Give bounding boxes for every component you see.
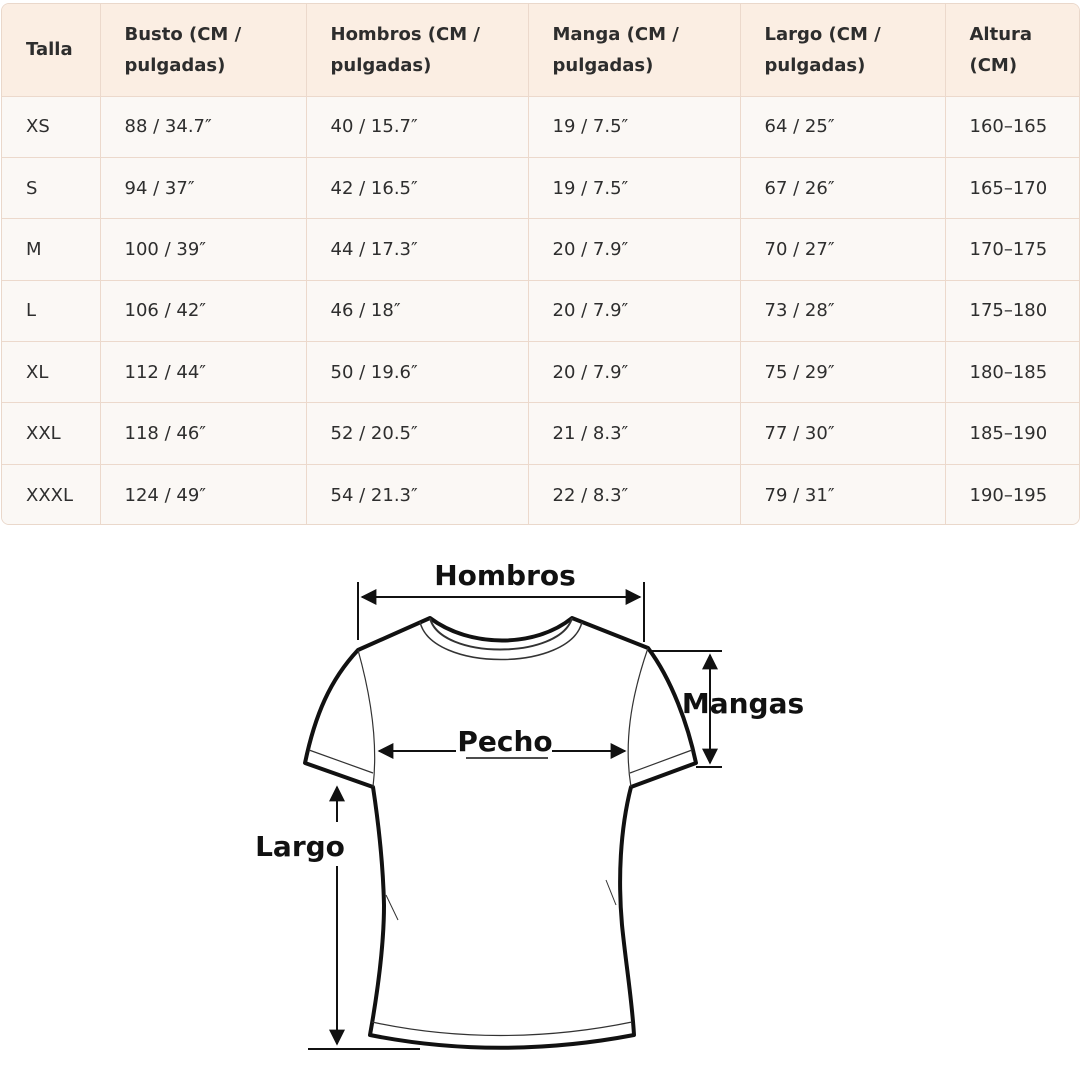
- cell-hombros: 46 / 18″: [306, 280, 528, 341]
- cell-talla: XL: [2, 342, 100, 403]
- table-row: [2, 280, 1079, 341]
- cell-altura: 170–175: [945, 219, 1079, 280]
- cell-largo: 75 / 29″: [740, 342, 945, 403]
- cell-manga: 19 / 7.5″: [528, 96, 740, 157]
- size-chart-table-container: [1, 3, 1080, 525]
- cell-manga: 21 / 8.3″: [528, 403, 740, 464]
- cell-largo: 70 / 27″: [740, 219, 945, 280]
- table-row: [2, 403, 1079, 464]
- cell-manga: 20 / 7.9″: [528, 342, 740, 403]
- header-largo-line2: pulgadas): [764, 54, 866, 76]
- table-row: [2, 96, 1079, 157]
- cell-busto: 94 / 37″: [100, 157, 306, 218]
- header-busto-line2: pulgadas): [124, 54, 226, 76]
- table-row: [2, 464, 1079, 525]
- header-talla: [2, 4, 100, 96]
- header-hombros-line1: Hombros (CM /: [330, 23, 480, 45]
- cell-busto: 124 / 49″: [100, 464, 306, 525]
- cell-largo: 77 / 30″: [740, 403, 945, 464]
- tshirt-measurement-diagram: [0, 528, 1080, 1080]
- cell-talla: L: [2, 280, 100, 341]
- shoulders-label: Hombros: [434, 559, 576, 592]
- cell-talla: XS: [2, 96, 100, 157]
- header-talla-text: Talla: [26, 39, 73, 61]
- cell-largo: 79 / 31″: [740, 464, 945, 525]
- cell-altura: 185–190: [945, 403, 1079, 464]
- cell-altura: 175–180: [945, 280, 1079, 341]
- header-busto-line1: Busto (CM /: [124, 23, 242, 45]
- cell-largo: 64 / 25″: [740, 96, 945, 157]
- cell-hombros: 42 / 16.5″: [306, 157, 528, 218]
- header-altura-line1: Altura: [969, 23, 1033, 45]
- table-row: [2, 219, 1079, 280]
- cell-busto: 106 / 42″: [100, 280, 306, 341]
- cell-busto: 88 / 34.7″: [100, 96, 306, 157]
- table-header-row: [2, 4, 1079, 96]
- cell-hombros: 50 / 19.6″: [306, 342, 528, 403]
- cell-manga: 19 / 7.5″: [528, 157, 740, 218]
- header-largo: [740, 4, 945, 96]
- header-altura: [945, 4, 1079, 96]
- header-manga: [528, 4, 740, 96]
- header-manga-line2: pulgadas): [552, 54, 654, 76]
- table-row: [2, 157, 1079, 218]
- cell-largo: 67 / 26″: [740, 157, 945, 218]
- cell-altura: 160–165: [945, 96, 1079, 157]
- chest-label: Pecho: [457, 725, 553, 758]
- size-chart-table: [2, 4, 1079, 525]
- cell-manga: 22 / 8.3″: [528, 464, 740, 525]
- header-hombros: [306, 4, 528, 96]
- table-row: [2, 342, 1079, 403]
- header-altura-line2: (CM): [969, 54, 1018, 76]
- cell-busto: 100 / 39″: [100, 219, 306, 280]
- cell-altura: 180–185: [945, 342, 1079, 403]
- header-busto: [100, 4, 306, 96]
- cell-manga: 20 / 7.9″: [528, 280, 740, 341]
- header-hombros-line2: pulgadas): [330, 54, 432, 76]
- header-manga-line1: Manga (CM /: [552, 23, 679, 45]
- sleeves-label: Mangas: [681, 687, 805, 720]
- header-largo-line1: Largo (CM /: [764, 23, 881, 45]
- cell-hombros: 52 / 20.5″: [306, 403, 528, 464]
- cell-busto: 112 / 44″: [100, 342, 306, 403]
- cell-busto: 118 / 46″: [100, 403, 306, 464]
- cell-talla: XXL: [2, 403, 100, 464]
- cell-hombros: 44 / 17.3″: [306, 219, 528, 280]
- cell-talla: M: [2, 219, 100, 280]
- cell-largo: 73 / 28″: [740, 280, 945, 341]
- length-label: Largo: [255, 830, 345, 863]
- cell-altura: 165–170: [945, 157, 1079, 218]
- cell-hombros: 54 / 21.3″: [306, 464, 528, 525]
- cell-manga: 20 / 7.9″: [528, 219, 740, 280]
- cell-altura: 190–195: [945, 464, 1079, 525]
- cell-talla: S: [2, 157, 100, 218]
- cell-talla: XXXL: [2, 464, 100, 525]
- cell-hombros: 40 / 15.7″: [306, 96, 528, 157]
